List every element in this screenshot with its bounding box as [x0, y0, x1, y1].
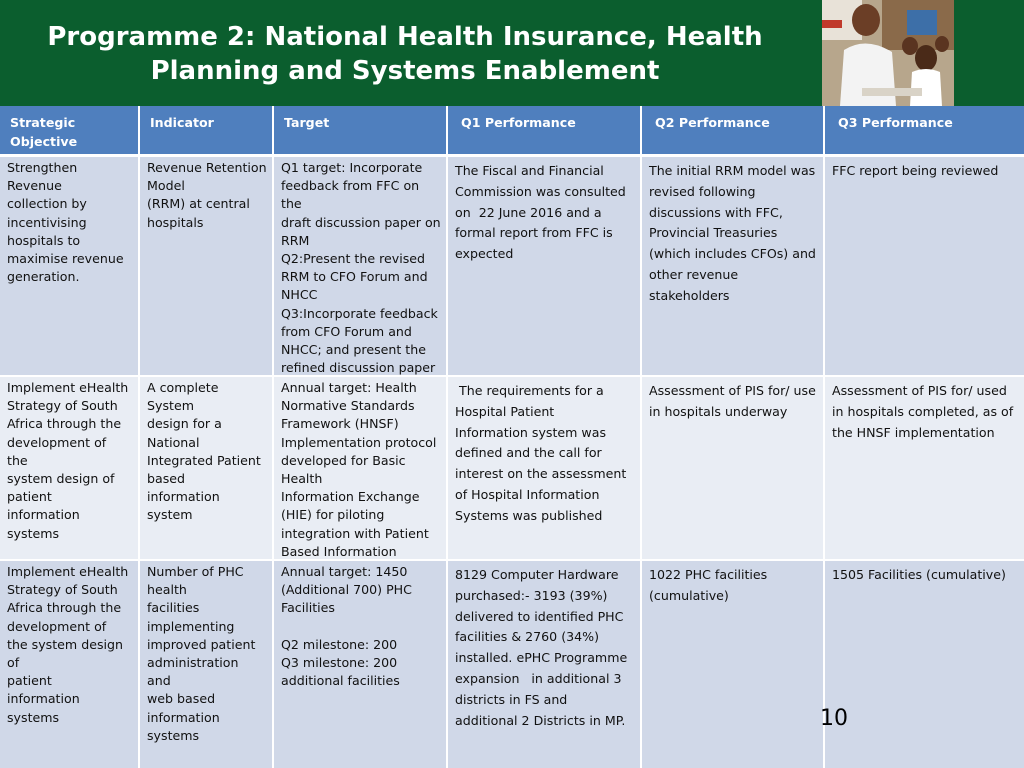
cell-text-line: developed for Basic Health: [281, 452, 410, 487]
cell-text-line: installed. ePHC Programme: [455, 650, 628, 666]
cell-text-line: systems: [7, 525, 60, 541]
cell-strategic-objective: [0, 157, 138, 375]
cell-text-line: stakeholders: [649, 287, 730, 303]
page-number: 10: [820, 706, 848, 731]
cell-text-line: RRM to CFO Forum and: [281, 269, 428, 285]
cell-text-line: additional 2 Districts in MP.: [455, 712, 626, 728]
cell-text-line: patient: [7, 673, 52, 689]
cell-text-line: Information Exchange: [281, 489, 420, 505]
cell-text-line: Q2 milestone: 200: [281, 636, 398, 652]
cell-text-line: Integrated Patient: [147, 452, 261, 468]
cell-text-line: systems: [147, 727, 200, 743]
cell-text-line: Strategy of South: [7, 582, 118, 598]
cell-text-line: maximise revenue: [7, 251, 124, 267]
table-row: [0, 377, 1024, 559]
header-q1-performance: Q1 Performance: [448, 106, 640, 154]
cell-indicator: [140, 377, 272, 559]
cell-q1-performance: [448, 561, 640, 768]
cell-text-line: the HNSF implementation: [832, 424, 995, 440]
cell-target: [274, 157, 446, 375]
cell-text-line: Q1 target: Incorporate: [281, 160, 423, 175]
cell-text-line: and: [147, 673, 171, 689]
header-strategic-objective: Strategic Objective: [0, 106, 138, 154]
cell-text-line: formal report from FFC is: [455, 225, 613, 241]
cell-text-line: Revenue Retention: [147, 160, 267, 175]
cell-text-line: information: [7, 691, 80, 707]
cell-text-line: development of: [7, 434, 107, 450]
cell-text-line: Implementation protocol: [281, 434, 437, 450]
cell-text-line: Model: [147, 178, 185, 194]
cell-indicator: [140, 561, 272, 768]
cell-text-line: districts in FS and: [455, 691, 568, 707]
cell-strategic-objective: [0, 377, 138, 559]
cell-text-line: Assessment of PIS for/ used: [832, 383, 1007, 398]
cell-text-line: administration: [147, 655, 239, 671]
cell-text-line: feedback from FFC on the: [281, 178, 424, 212]
cell-text-line: patient: [7, 489, 52, 505]
title-line-2: Planning and Systems Enablement: [150, 56, 660, 86]
header-q3-performance: Q3 Performance: [825, 106, 1024, 154]
table-row: [0, 561, 1024, 768]
cell-q1-performance: [448, 377, 640, 559]
cell-text-line: purchased:- 3193 (39%): [455, 587, 608, 603]
cell-text-line: on 22 June 2016 and a: [455, 204, 602, 220]
cell-q2-performance: [642, 157, 823, 375]
cell-text-line: Implement eHealth: [7, 564, 129, 579]
cell-text-line: development of: [7, 618, 107, 634]
table-header-row: [0, 106, 1024, 154]
cell-text-line: Strategy of South: [7, 398, 118, 414]
cell-text-line: Africa through the: [7, 416, 122, 432]
cell-text-line: Assessment of PIS for/ use: [649, 383, 816, 398]
cell-text-line: Framework (HNSF): [281, 416, 399, 432]
cell-text-line: incentivising: [7, 214, 87, 230]
cell-text-line: (RRM) at central: [147, 196, 250, 212]
performance-table: [0, 106, 1024, 768]
cell-text-line: in hospitals underway: [649, 403, 788, 419]
cell-text-line: web based: [147, 691, 216, 707]
cell-text-line: Commission was consulted: [455, 183, 626, 199]
cell-text-line: Annual target: Health: [281, 380, 417, 395]
cell-text-line: Information system was: [455, 424, 607, 440]
cell-text-line: (cumulative): [649, 587, 729, 603]
cell-text-line: System: [147, 398, 194, 414]
header-indicator: Indicator: [140, 106, 272, 154]
cell-text-line: Number of PHC: [147, 564, 244, 579]
cell-text-line: 1505 Facilities (cumulative): [832, 567, 1006, 582]
cell-text-line: 8129 Computer Hardware: [455, 567, 619, 582]
cell-text-line: generation.: [7, 269, 80, 285]
slide-header: [0, 0, 1024, 106]
cell-text-line: (Additional 700) PHC: [281, 582, 412, 598]
cell-text-line: information: [147, 709, 220, 725]
cell-text-line: collection by: [7, 196, 87, 212]
cell-text-line: [281, 618, 442, 636]
cell-text-line: system design of: [7, 471, 115, 487]
cell-text-line: health: [147, 582, 187, 598]
cell-text-line: design for a: [147, 416, 222, 432]
photo-illustration: [822, 0, 954, 106]
cell-text-line: The Fiscal and Financial: [455, 163, 604, 178]
cell-text-line: Strengthen: [7, 160, 78, 175]
cell-text-line: 1022 PHC facilities: [649, 567, 768, 582]
header-q2-performance: Q2 Performance: [642, 106, 823, 154]
cell-text-line: facilities: [147, 600, 200, 616]
cell-target: [274, 377, 446, 559]
cell-text-line: information: [147, 489, 220, 505]
cell-text-line: based: [147, 471, 186, 487]
cell-text-line: in hospitals completed, as of: [832, 403, 1014, 419]
cell-text-line: The requirements for a: [455, 383, 604, 398]
cell-text-line: integration with Patient: [281, 525, 429, 541]
cell-text-line: system: [147, 507, 193, 523]
cell-text-line: Based Information: [281, 543, 397, 559]
cell-text-line: systems: [7, 709, 60, 725]
cell-text-line: discussions with FFC,: [649, 204, 783, 220]
cell-text-line: expansion in additional 3: [455, 670, 622, 686]
cell-target: [274, 561, 446, 768]
cell-text-line: Q2:Present the revised: [281, 251, 425, 267]
cell-text-line: the system design: [7, 636, 123, 652]
cell-text-line: hospitals to: [7, 232, 81, 248]
cell-text-line: NHCC; and present the: [281, 342, 426, 358]
cell-q3-performance: [825, 561, 1024, 768]
cell-q3-performance: [825, 377, 1024, 559]
table-row: [0, 157, 1024, 375]
cell-text-line: refined discussion paper: [281, 360, 436, 375]
cell-text-line: Q3:Incorporate feedback: [281, 305, 438, 321]
cell-text-line: Annual target: 1450: [281, 564, 408, 579]
cell-text-line: Q3 milestone: 200: [281, 655, 398, 671]
cell-text-line: Normative Standards: [281, 398, 415, 414]
cell-text-line: improved patient: [147, 636, 256, 652]
cell-text-line: Systems was published: [455, 507, 603, 523]
title-line-1: Programme 2: National Health Insurance, Health: [47, 22, 763, 52]
cell-text-line: (which includes CFOs) and: [649, 246, 816, 262]
cell-text-line: FFC report being reviewed: [832, 163, 999, 178]
cell-text-line: additional facilities: [281, 673, 400, 689]
cell-q2-performance: [642, 377, 823, 559]
cell-text-line: (HIE) for piloting: [281, 507, 385, 523]
cell-text-line: Provincial Treasuries: [649, 225, 778, 241]
cell-text-line: interest on the assessment: [455, 466, 627, 482]
cell-text-line: RRM: [281, 232, 310, 248]
cell-text-line: NHCC: [281, 287, 318, 303]
cell-q3-performance: [825, 157, 1024, 375]
cell-text-line: National: [147, 434, 200, 450]
cell-text-line: delivered to identified PHC: [455, 608, 624, 624]
cell-text-line: information: [7, 507, 80, 523]
cell-text-line: Facilities: [281, 600, 335, 616]
cell-text-line: facilities & 2760 (34%): [455, 629, 600, 645]
cell-q2-performance: [642, 561, 823, 768]
cell-text-line: hospitals: [147, 214, 204, 230]
cell-text-line: defined and the call for: [455, 445, 602, 461]
cell-text-line: of: [7, 655, 20, 671]
cell-text-line: draft discussion paper on: [281, 214, 441, 230]
cell-text-line: of Hospital Information: [455, 486, 600, 502]
cell-indicator: [140, 157, 272, 375]
cell-text-line: Revenue: [7, 178, 62, 194]
cell-text-line: revised following: [649, 183, 756, 199]
slide-title: [30, 20, 780, 88]
cell-strategic-objective: [0, 561, 138, 768]
cell-text-line: expected: [455, 246, 514, 262]
cell-text-line: implementing: [147, 618, 235, 634]
cell-text-line: Implement eHealth: [7, 380, 129, 395]
cell-text-line: other revenue: [649, 266, 739, 282]
cell-text-line: Hospital Patient: [455, 403, 555, 419]
header-target: Target: [274, 106, 446, 154]
cell-text-line: Africa through the: [7, 600, 122, 616]
cell-q1-performance: [448, 157, 640, 375]
cell-text-line: A complete: [147, 380, 219, 395]
nurse-with-child-photo: [822, 0, 954, 106]
cell-text-line: from CFO Forum and: [281, 323, 412, 339]
cell-text-line: The initial RRM model was: [649, 163, 816, 178]
cell-text-line: the: [7, 452, 28, 468]
